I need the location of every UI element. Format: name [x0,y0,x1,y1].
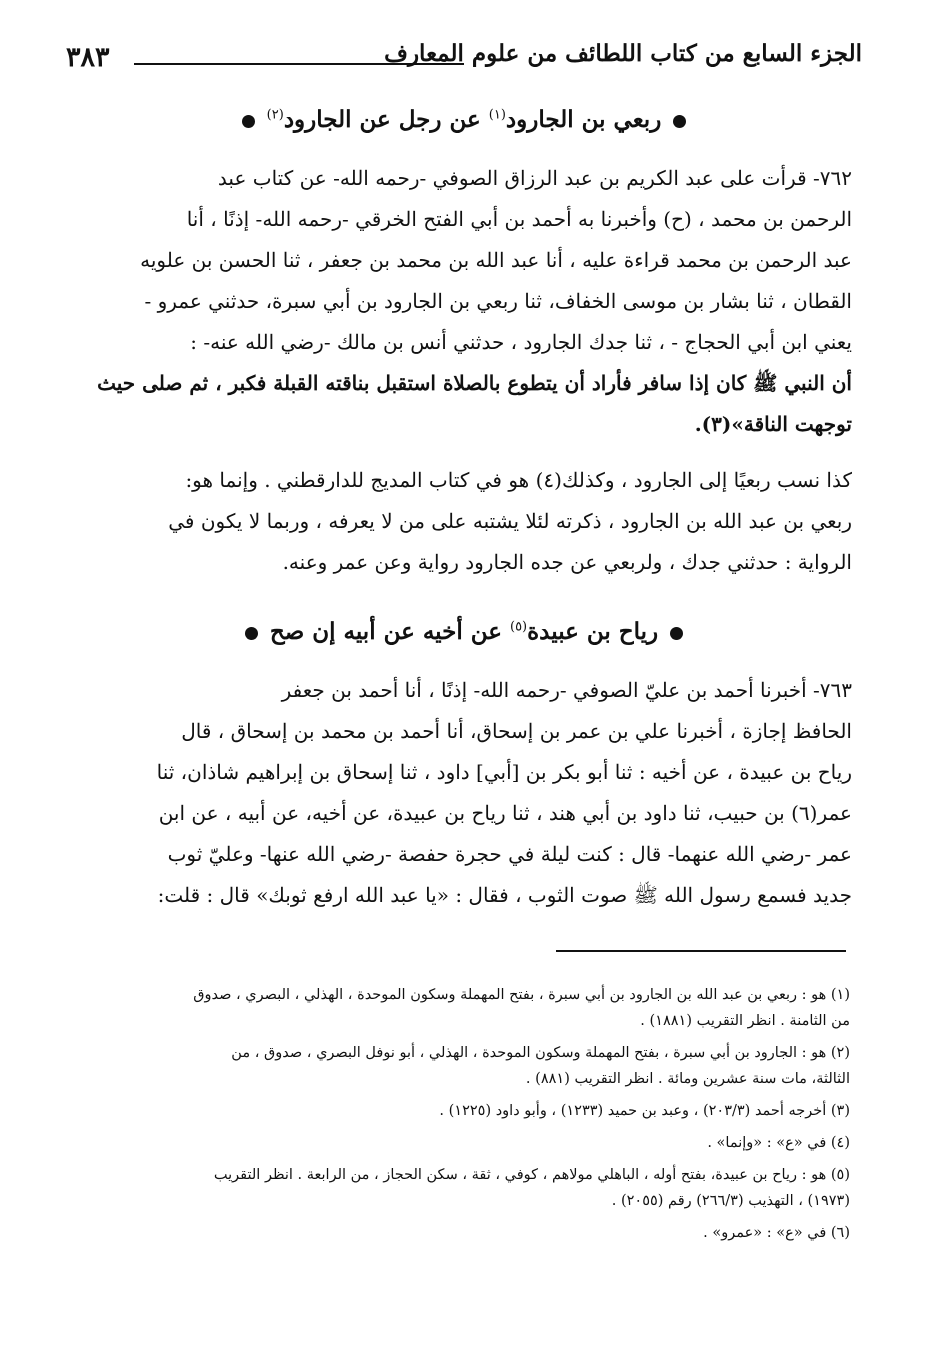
hadith-763 [74,670,852,916]
heading-chain: عن رجل عن الجارود [283,106,481,133]
text-line: توجهت الناقة»(٣). [694,412,852,436]
footnote-3 [76,1098,850,1124]
footnote-line: الثالثة، مات سنة عشرين ومائة . انظر التقريب (٨٨١) . [525,1071,850,1087]
footnote-line: من الثامنة . انظر التقريب (١٨٨١) . [640,1013,850,1029]
heading-name: رياح بن عبيدة [527,618,659,645]
section-heading-riyah [70,618,858,645]
footnote-5 [76,1162,850,1214]
footnote-ref: (٥) [509,619,528,635]
text-line: عمر -رضي الله عنهما- قال : كنت ليلة في حجرة حفصة -رضي الله عنها- وعليّ ثوب [167,842,852,866]
text-line: جديد فسمع رسول الله ﷺ صوت الثوب ، فقال : «يا عبد الله ارفع ثوبك» قال : قلت: [157,883,852,907]
text-line: كذا نسب ربعيًا إلى الجارود ، وكذلك(٤) هو في كتاب المديج للدارقطني . وإنما هو: [185,468,852,492]
text-line: أن النبي ﷺ كان إذا سافر فأراد أن يتطوع بالصلاة استقبل بناقته القبلة فكبر ، ثم صلى حيث [97,371,852,395]
bullet-icon [673,115,686,128]
text-line: عبد الرحمن بن محمد قراءة عليه ، أنا عبد الله بن محمد بن جعفر ، ثنا الحسن بن علويه [140,248,852,272]
page-number: ٣٨٣ [66,42,110,73]
hadith-762 [74,158,852,445]
text-line: يعني ابن أبي الحجاج - ، ثنا جدك الجارود ، حدثني أنس بن مالك -رضي الله عنه- : [190,330,852,354]
text-line: رياح بن عبيدة ، عن أخيه : ثنا أبو بكر بن [أبي] داود ، ثنا إسحاق بن إبراهيم شاذان، ثنا [156,760,852,784]
running-title: الجزء السابع من كتاب اللطائف من علوم المعارف [384,40,862,67]
bullet-icon [242,115,255,128]
footnote-4 [76,1130,850,1156]
footnote-line: (٢) هو : الجارود بن أبي سبرة ، بفتح المهملة وسكون الموحدة ، الهذلي ، أبو نوفل البصري ، صدوق ، من [231,1045,850,1061]
footnote-line: (٦) في «ع» : «عمرو» . [703,1225,850,1241]
text-line: ٧٦٣- أخبرنا أحمد بن عليّ الصوفي -رحمه الله- إذنًا ، أنا أحمد بن جعفر [281,678,852,702]
footnote-2 [76,1040,850,1092]
footnote-rule [556,950,846,952]
footnote-line: (٣) أخرجه أحمد (٢٠٣/٣) ، وعبد بن حميد (١٢٣٣) ، وأبو داود (١٢٢٥) . [439,1103,850,1119]
footnote-1 [76,982,850,1034]
text-line: عمر(٦) بن حبيب، ثنا داود بن أبي هند ، ثنا رياح بن عبيدة، عن أخيه، عن أبيه ، عن ابن [158,801,852,825]
footnote-line: (١) هو : ربعي بن عبد الله بن الجارود بن أبي سبرة ، بفتح المهملة وسكون الموحدة ، الهذلي ، البصري ، صدوق [193,987,850,1003]
heading-name: ربعي بن الجارود [505,106,662,133]
footnote-line: (٤) في «ع» : «وإنما» . [707,1135,850,1151]
footnote-6 [76,1220,850,1246]
text-line: الحافظ إجازة ، أخبرنا علي بن عمر بن إسحاق، أنا أحمد بن محمد بن إسحاق ، قال [181,719,852,743]
footnotes [76,982,850,1252]
bullet-icon [670,627,683,640]
text-line: الرواية : حدثني جدك ، ولربعي عن جده الجارود رواية وعن عمر وعنه. [282,550,852,574]
footnote-line: (٥) هو : رياح بن عبيدة، بفتح أوله ، الباهلي مولاهم ، كوفي ، ثقة ، سكن الحجاز ، من الرابعة . انظر التقريب [213,1167,850,1183]
section-heading-rabi [70,106,858,133]
commentary-762 [74,460,852,583]
heading-chain: عن أخيه عن أبيه إن صح [269,618,502,645]
footnote-ref: (١) [488,107,506,123]
footnote-ref: (٢) [266,107,284,123]
bullet-icon [245,627,258,640]
footnote-line: (١٩٧٣) ، التهذيب (٢٦٦/٣) رقم (٢٠٥٥) . [611,1193,850,1209]
text-line: الرحمن بن محمد ، (ح) وأخبرنا به أحمد بن أبي الفتح الخرقي -رحمه الله- إذنًا ، أنا [186,207,852,231]
text-line: القطان ، ثنا بشار بن موسى الخفاف، ثنا ربعي بن الجارود بن أبي سبرة، حدثني عمرو - [144,289,852,313]
text-line: ٧٦٢- قرأت على عبد الكريم بن عبد الرزاق الصوفي -رحمه الله- عن كتاب عبد [217,166,852,190]
page-header [66,38,862,86]
text-line: ربعي بن عبد الله بن الجارود ، ذكرته لئلا يشتبه على من لا يعرفه ، وربما لا يكون في [168,509,852,533]
